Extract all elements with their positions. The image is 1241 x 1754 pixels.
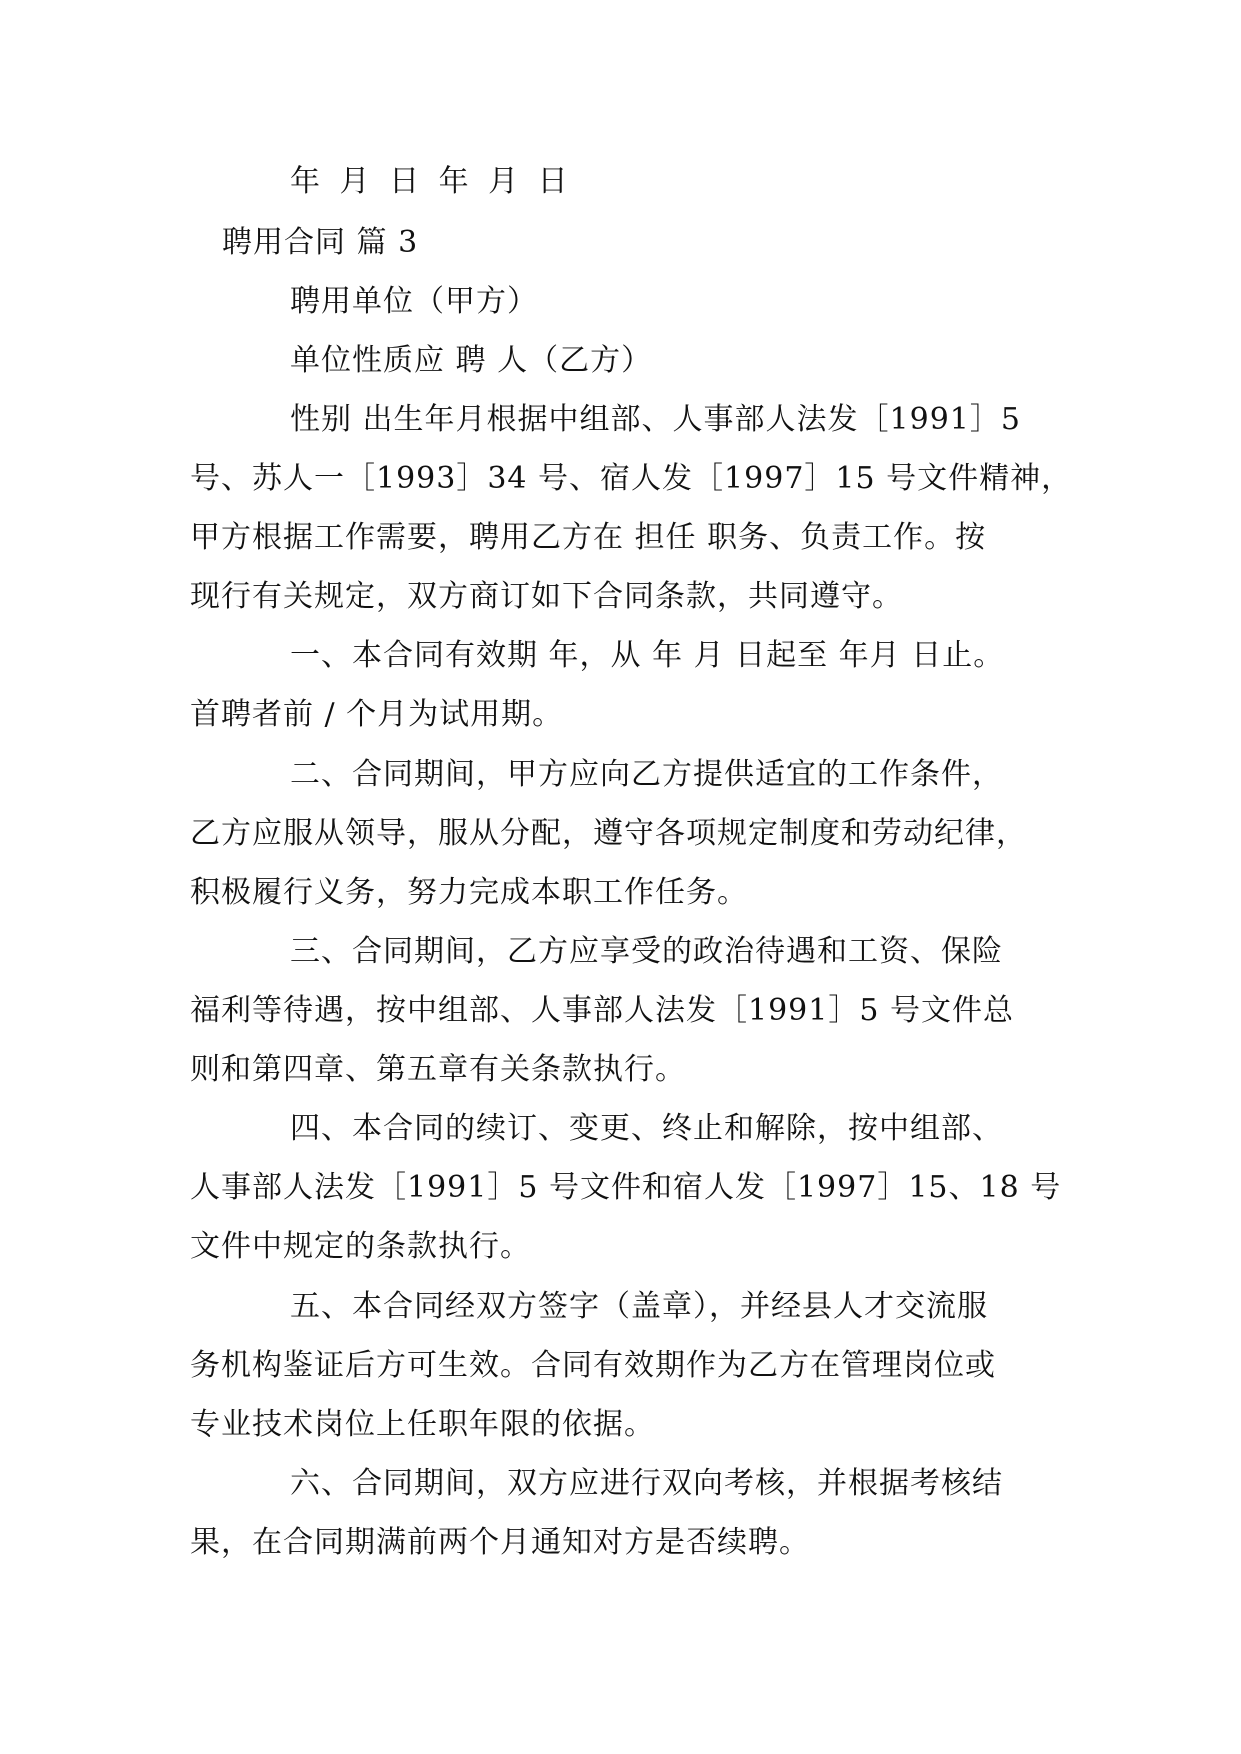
paragraph-line: 甲方根据工作需要，聘用乙方在 担任 职务、负责工作。按 <box>190 520 987 555</box>
clause-five-line: 专业技术岗位上任职年限的依据。 <box>190 1407 655 1442</box>
clause-three-line: 三、合同期间，乙方应享受的政治待遇和工资、保险 <box>290 934 1003 969</box>
clause-one-line: 一、本合同有效期 年，从 年 月 日起至 年月 日止。 <box>290 638 1005 673</box>
section-heading: 聘用合同 篇 3 <box>222 225 419 260</box>
clause-two-line: 乙方应服从领导，服从分配，遵守各项规定制度和劳动纪律， <box>190 816 1027 851</box>
paragraph-line: 现行有关规定，双方商订如下合同条款，共同遵守。 <box>190 579 903 614</box>
clause-four-line: 四、本合同的续订、变更、终止和解除，按中组部、 <box>290 1111 1003 1146</box>
clause-six-line: 果，在合同期满前两个月通知对方是否续聘。 <box>190 1525 810 1560</box>
clause-two-line: 二、合同期间，甲方应向乙方提供适宜的工作条件， <box>290 757 1003 792</box>
clause-one-line: 首聘者前 / 个月为试用期。 <box>190 697 564 732</box>
clause-three-line: 福利等待遇，按中组部、人事部人法发［1991］5 号文件总 <box>190 993 1014 1028</box>
clause-four-line: 人事部人法发［1991］5 号文件和宿人发［1997］15、18 号 <box>190 1170 1062 1205</box>
clause-five-line: 务机构鉴证后方可生效。合同有效期作为乙方在管理岗位或 <box>190 1348 996 1383</box>
paragraph-line: 号、苏人一［1993］34 号、宿人发［1997］15 号文件精神， <box>190 461 1073 496</box>
paragraph-line: 性别 出生年月根据中组部、人事部人法发［1991］5 <box>290 402 1021 437</box>
employee-line: 单位性质应 聘 人（乙方） <box>290 343 653 378</box>
clause-two-line: 积极履行义务，努力完成本职工作任务。 <box>190 875 748 910</box>
employer-line: 聘用单位（甲方） <box>290 284 538 319</box>
clause-four-line: 文件中规定的条款执行。 <box>190 1229 531 1264</box>
date-line: 年 月 日 年 月 日 <box>290 164 569 199</box>
clause-six-line: 六、合同期间，双方应进行双向考核，并根据考核结 <box>290 1466 1003 1501</box>
clause-three-line: 则和第四章、第五章有关条款执行。 <box>190 1052 686 1087</box>
clause-five-line: 五、本合同经双方签字（盖章），并经县人才交流服 <box>290 1289 988 1324</box>
